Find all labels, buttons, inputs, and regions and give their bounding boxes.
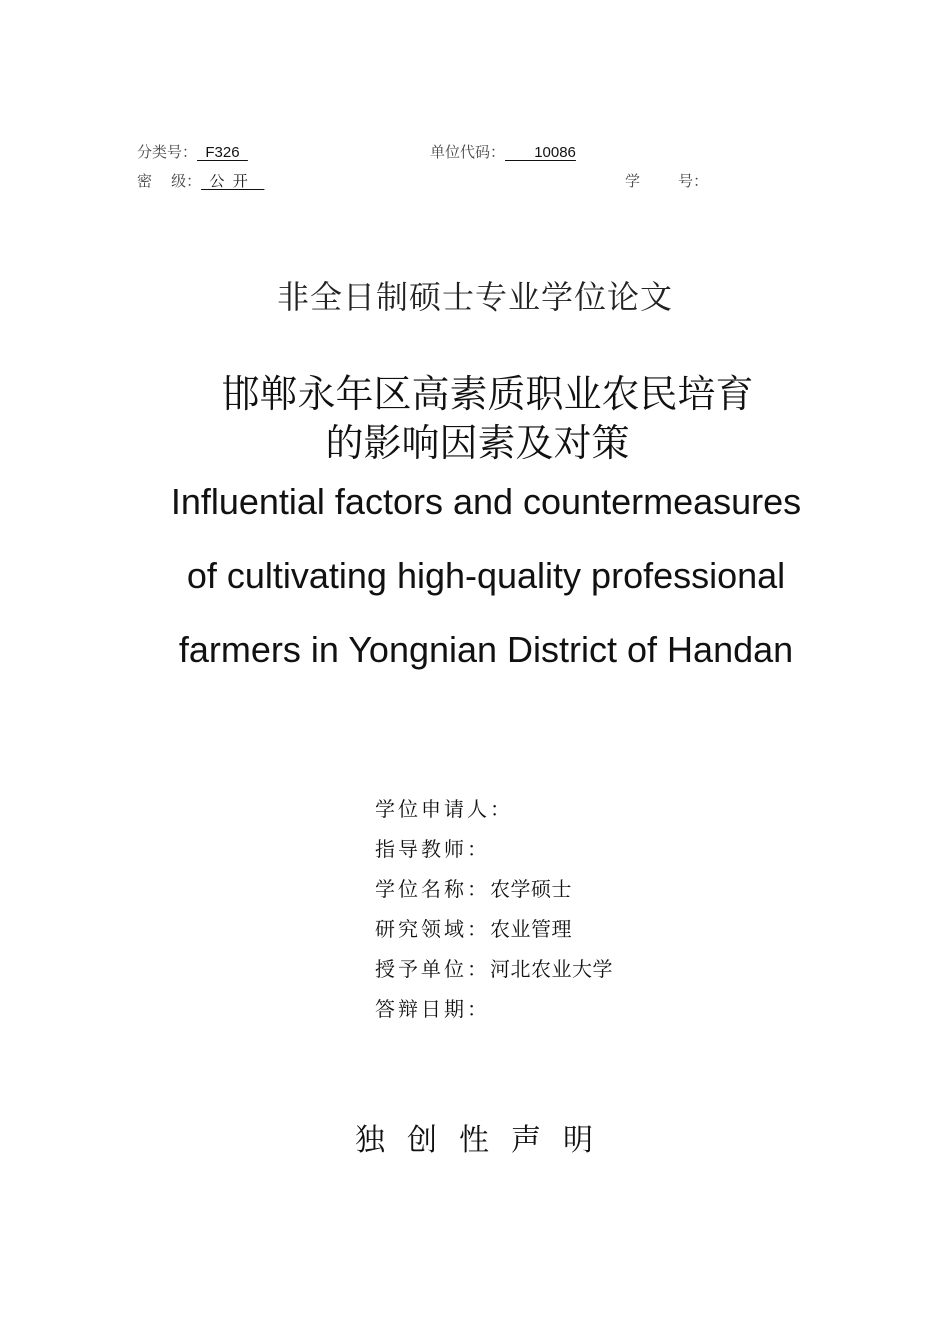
secrecy-field xyxy=(137,170,264,191)
title-en-line-1: Influential factors and countermeasures xyxy=(170,481,802,522)
title-cn-line-1: 邯郸永年区高素质职业农民培育 xyxy=(221,372,754,416)
info-row-awarding-unit xyxy=(375,953,613,993)
degree-type-heading: 非全日制硕士专业学位论文 xyxy=(276,278,673,316)
classification-label: 分类号： xyxy=(137,143,198,161)
supervisor-label: 指导教师： xyxy=(375,837,490,861)
applicant-info-block xyxy=(375,793,613,1033)
degree-name-value: 农学硕士 xyxy=(490,877,572,901)
secrecy-value: 公 开 xyxy=(201,173,265,190)
classification-value: F326 xyxy=(197,144,248,161)
unit-code-value: 10086 xyxy=(505,144,576,161)
info-row-research-field xyxy=(375,913,613,953)
unit-code-label: 单位代码： xyxy=(430,143,506,161)
awarding-unit-label: 授予单位： xyxy=(375,957,490,981)
info-row-applicant xyxy=(375,793,613,833)
awarding-unit-value: 河北农业大学 xyxy=(490,957,613,981)
info-row-defense-date xyxy=(375,993,613,1033)
title-cn-line-2: 的影响因素及对策 xyxy=(325,421,630,465)
title-en-line-3: farmers in Yongnian District of Handan xyxy=(178,629,794,670)
applicant-label: 学位申请人： xyxy=(375,797,513,821)
title-en-line-2: of cultivating high-quality professional xyxy=(186,555,786,596)
info-row-supervisor xyxy=(375,833,613,873)
research-field-label: 研究领域： xyxy=(375,917,490,941)
student-number-label: 学 号： xyxy=(625,172,709,190)
degree-name-label: 学位名称： xyxy=(375,877,490,901)
info-row-degree-name xyxy=(375,873,613,913)
student-number-field xyxy=(625,170,708,191)
unit-code-field xyxy=(430,141,576,162)
defense-date-label: 答辩日期： xyxy=(375,997,490,1021)
research-field-value: 农业管理 xyxy=(490,917,572,941)
classification-field xyxy=(137,141,248,162)
originality-declaration-heading: 独创性声明 xyxy=(355,1123,615,1158)
secrecy-label: 密 级： xyxy=(137,172,202,190)
